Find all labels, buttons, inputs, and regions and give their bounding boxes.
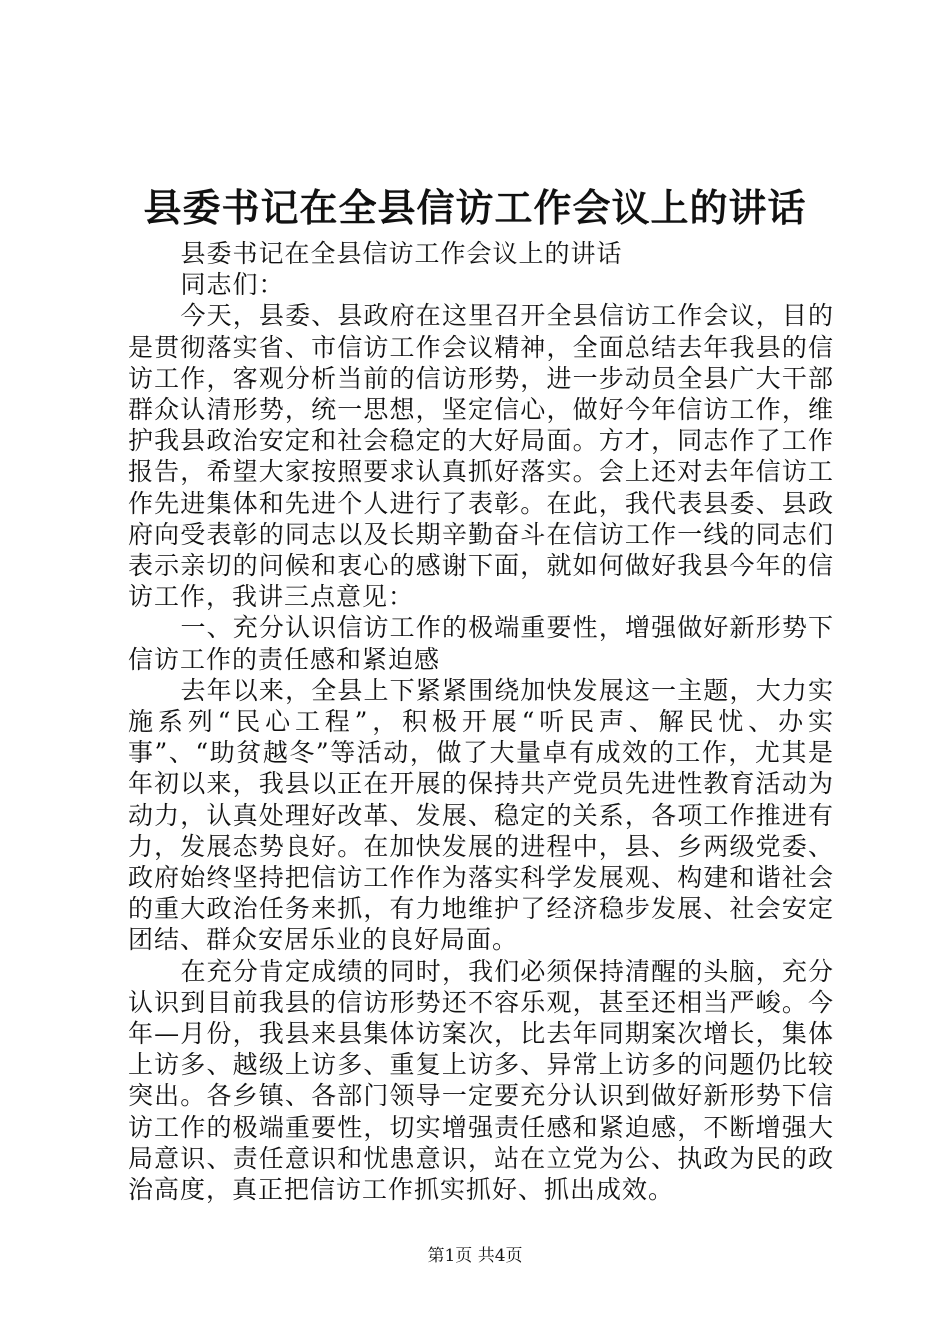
body-paragraph-salutation: 同志们： [180, 270, 285, 300]
body-paragraph-situation: 在充分肯定成绩的同时，我们必须保持清醒的头脑，充分认识到目前我县的信访形势还不容乐观，甚至还相当严峻。今年—月份，我县来县集体访案次，比去年同期案次增长，集体上访多、越级上访多、重复上访多、异常上访多的问题仍比较突出。各乡镇、各部门领导一定要充分认识到做好新形势下信访工作的极端重要性，切实增强责任感和紧迫感，不断增强大局意识、责任意识和忧患意识，站在立党为公、执政为民的政治高度，真正把信访工作抓实抓好、抓出成效。 [128, 956, 834, 1205]
body-paragraph-section-heading: 一、充分认识信访工作的极端重要性，增强做好新形势下信访工作的责任感和紧迫感 [128, 613, 834, 674]
body-paragraph-achievements: 去年以来，全县上下紧紧围绕加快发展这一主题，大力实施系列“民心工程”，积极开展“听民声、解民忧、办实事”、“助贫越冬”等活动，做了大量卓有成效的工作，尤其是年初以来，我县以正在开展的保持共产党员先进性教育活动为动力，认真处理好改革、发展、稳定的关系，各项工作推进有力，发展态势良好。在加快发展的进程中，县、乡两级党委、政府始终坚持把信访工作作为落实科学发展观、构建和谐社会的重大政治任务来抓，有力地维护了经济稳步发展、社会安定团结、群众安居乐业的良好局面。 [128, 675, 834, 955]
body-paragraph-intro: 今天，县委、县政府在这里召开全县信访工作会议，目的是贯彻落实省、市信访工作会议精神，全面总结去年我县的信访工作，客观分析当前的信访形势，进一步动员全县广大干部群众认清形势，统一思想，坚定信心，做好今年信访工作，维护我县政治安定和社会稳定的大好局面。方才，同志作了工作报告，希望大家按照要求认真抓好落实。会上还对去年信访工作先进集体和先进个人进行了表彰。在此，我代表县委、县政府向受表彰的同志以及长期辛勤奋斗在信访工作一线的同志们表示亲切的问候和衷心的感谢下面，就如何做好我县今年的信访工作，我讲三点意见： [128, 301, 834, 612]
document-body [128, 238, 834, 1205]
page-footer: 第1页 共4页 [427, 1246, 523, 1266]
body-paragraph-subtitle: 县委书记在全县信访工作会议上的讲话 [180, 239, 623, 268]
document-title: 县委书记在全县信访工作会议上的讲话 [143, 185, 807, 230]
